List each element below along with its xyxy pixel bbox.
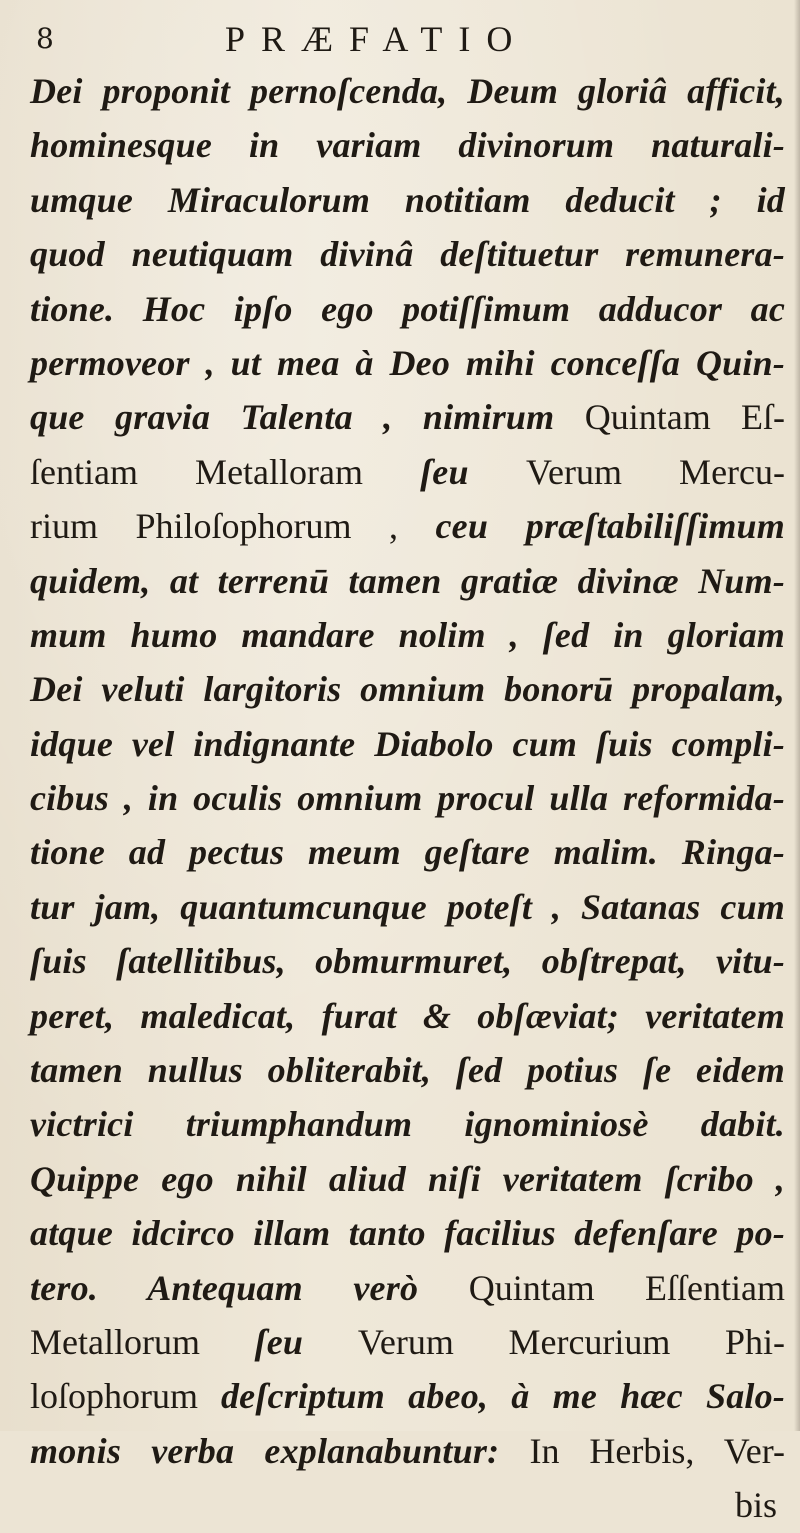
text-line <box>30 1261 785 1315</box>
roman-text: Metallorum <box>30 1321 255 1362</box>
italic-text: cibus , in oculis omnium procul ulla reformida- <box>30 778 785 819</box>
page-header <box>0 18 800 62</box>
text-line <box>30 880 785 934</box>
text-line <box>30 717 785 771</box>
text-line <box>30 499 785 553</box>
roman-text: Verum Mercurium Phi- <box>357 1321 786 1362</box>
text-line <box>30 989 785 1043</box>
italic-text: Dei veluti largitoris omnium bonorū propalam, <box>30 669 785 710</box>
text-line <box>30 64 785 118</box>
roman-text: Quintam Eſ- <box>584 397 785 438</box>
italic-text: victrici triumphandum ignominiosè dabit. <box>30 1104 785 1145</box>
text-line <box>30 445 785 499</box>
italic-text: quidem, at terrenū tamen gratiæ divinæ Num- <box>30 560 785 601</box>
roman-text: Verum Mercu- <box>525 451 785 492</box>
italic-text: umque Miraculorum notitiam deducit ; id <box>30 179 785 220</box>
text-line <box>30 1043 785 1097</box>
italic-text: tione. Hoc ipſo ego potiſſimum adducor ac <box>30 288 785 329</box>
italic-text: peret, maledicat, furat & obſæviat; veritatem <box>30 995 785 1036</box>
text-line <box>30 336 785 390</box>
text-line <box>30 1206 785 1260</box>
text-line <box>30 1097 785 1151</box>
text-line <box>30 282 785 336</box>
italic-text: ſeu <box>254 1321 358 1362</box>
running-title: PRÆFATIO <box>225 19 529 59</box>
italic-text: Quippe ego nihil aliud niſi veritatem ſcribo , <box>30 1158 785 1199</box>
italic-text: tione ad pectus meum geſtare malim. Ringa- <box>30 832 785 873</box>
italic-text: Dei proponit pernoſcenda, Deum gloriâ afficit, <box>30 71 785 111</box>
italic-text: tero. Antequam verò <box>30 1267 469 1308</box>
text-line <box>30 118 785 172</box>
italic-text: atque idcirco illam tanto facilius defenſare po- <box>30 1213 785 1254</box>
text-line <box>30 934 785 988</box>
text-line <box>30 390 785 444</box>
italic-text: idque vel indignante Diabolo cum ſuis compli- <box>30 723 785 764</box>
roman-text: ſentiam Metalloram <box>30 451 421 492</box>
italic-text: monis verba explanabuntur: <box>30 1430 530 1471</box>
text-line <box>30 1424 785 1478</box>
italic-text: ſuis ſatellitibus, obmurmuret, obſtrepat, vitu- <box>30 941 785 982</box>
italic-text: hominesque in variam divinorum naturali- <box>30 125 785 166</box>
roman-text: loſophorum <box>30 1376 221 1417</box>
italic-text: quod neutiquam divinâ deſtituetur remunera- <box>30 234 785 275</box>
page-gutter-shadow <box>794 0 800 1431</box>
text-line <box>30 1369 785 1423</box>
italic-text: ſeu <box>420 451 526 492</box>
text-line <box>30 1478 785 1532</box>
roman-text: bis <box>734 1485 777 1526</box>
italic-text: tamen nullus obliterabit, ſed potius ſe eidem <box>30 1050 785 1091</box>
text-line <box>30 554 785 608</box>
text-line <box>30 825 785 879</box>
text-line <box>30 608 785 662</box>
italic-text: deſcriptum abeo, à me hæc Salo- <box>220 1376 785 1417</box>
body-text <box>30 64 785 1533</box>
text-line <box>30 771 785 825</box>
italic-text: ceu præſtabiliſſimum <box>435 506 785 547</box>
roman-text: Quintam Eſſentiam <box>468 1267 785 1308</box>
roman-text: rium Philoſophorum , <box>30 506 436 547</box>
italic-text: permoveor , ut mea à Deo mihi conceſſa Quin- <box>30 342 785 383</box>
text-line <box>30 173 785 227</box>
italic-text: que gravia Talenta , nimirum <box>30 397 585 438</box>
page-number: 8 <box>36 22 54 55</box>
text-line <box>30 1152 785 1206</box>
text-line <box>30 1315 785 1369</box>
italic-text: mum humo mandare nolim , ſed in gloriam <box>30 614 785 655</box>
text-line <box>30 227 785 281</box>
italic-text: tur jam, quantumcunque poteſt , Satanas cum <box>30 886 785 927</box>
text-line <box>30 662 785 716</box>
roman-text: In Herbis, Ver- <box>529 1430 785 1471</box>
